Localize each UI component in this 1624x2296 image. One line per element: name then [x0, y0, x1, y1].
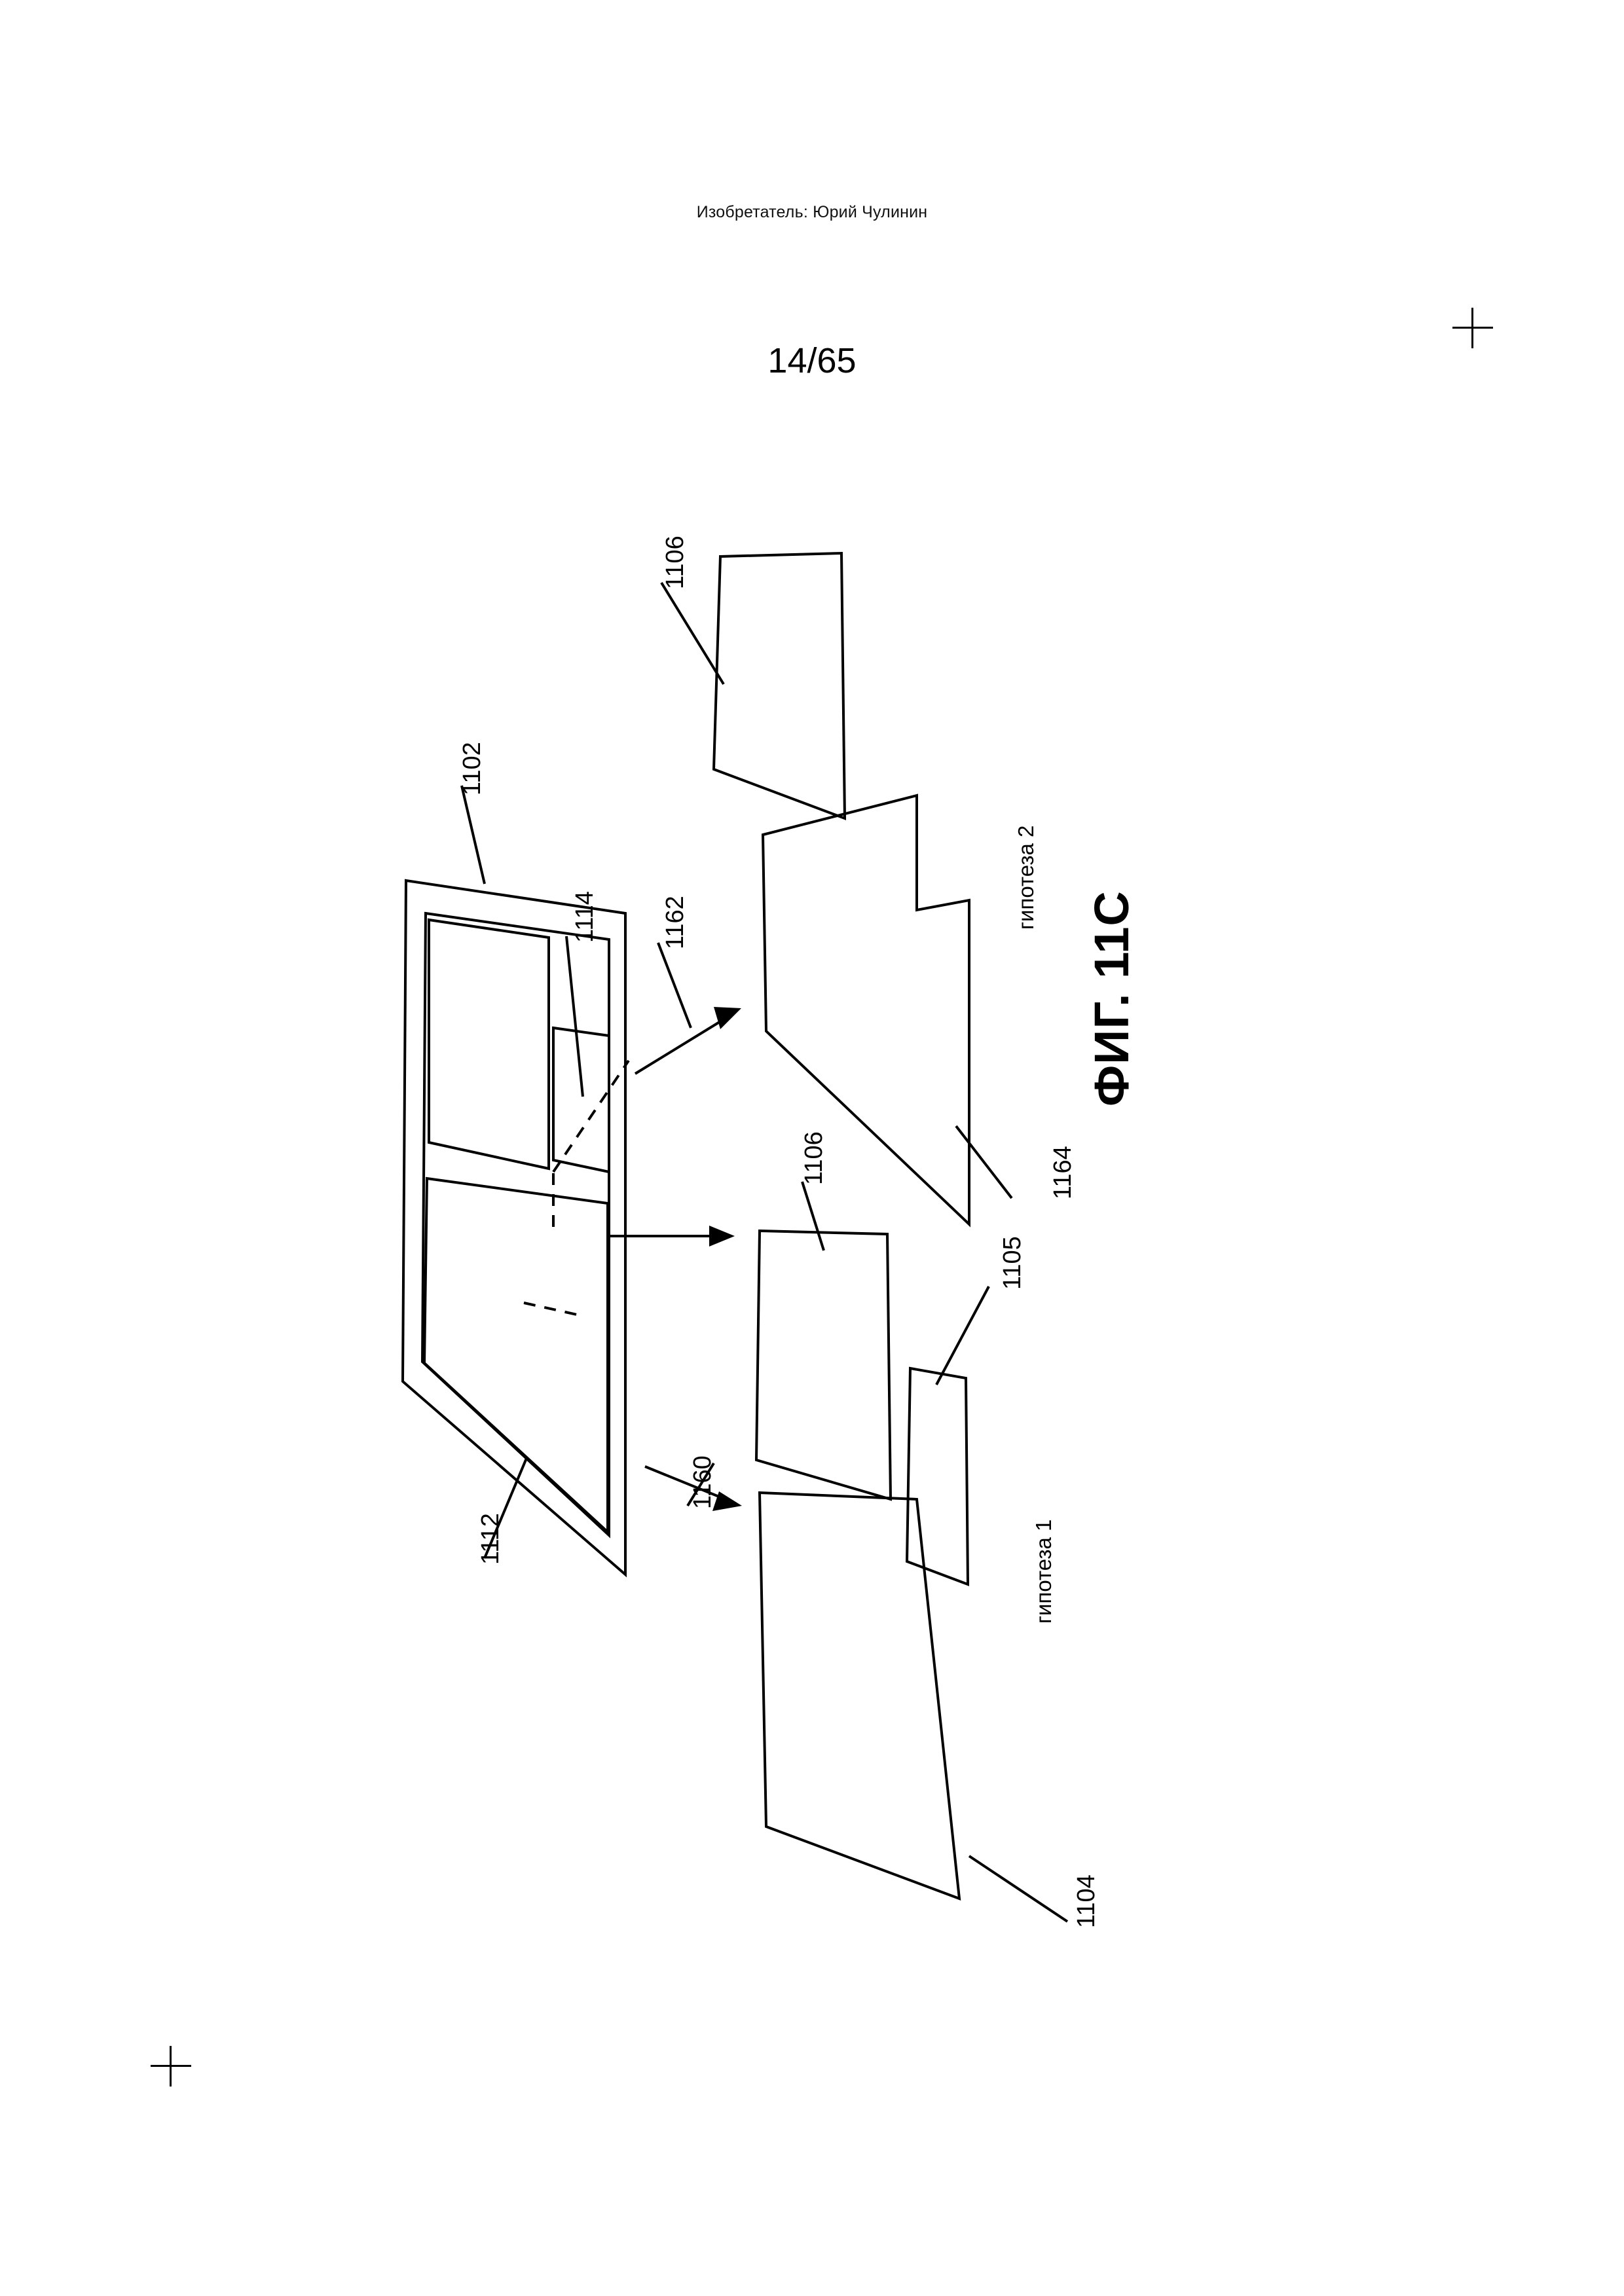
ref-numeral-1105: 1105: [999, 1236, 1026, 1290]
plane-1104-hypothesis-1: [760, 1493, 959, 1899]
leader-1106-top: [661, 583, 724, 684]
document-1102-inner: [422, 913, 609, 1535]
ref-numeral-1162: 1162: [661, 896, 689, 949]
plane-1164-hypothesis-2: [763, 795, 969, 1224]
arrow-head-middle: [709, 1226, 735, 1247]
ref-numeral-1160: 1160: [689, 1455, 716, 1509]
arrow-head-1162: [714, 1007, 741, 1029]
leader-1106-mid: [802, 1182, 824, 1250]
region-upper-left: [429, 920, 549, 1169]
ref-numeral-1114: 1114: [571, 891, 599, 943]
leader-1164: [956, 1126, 1012, 1198]
leader-1162: [658, 943, 691, 1028]
figure-caption: ФИГ. 11C: [1084, 890, 1139, 1106]
leader-1104: [969, 1856, 1067, 1922]
ref-numeral-1112: 1112: [477, 1513, 504, 1565]
leader-1102: [462, 786, 485, 884]
page-number: 14/65: [767, 341, 857, 380]
document-1102-outer: [403, 881, 625, 1575]
leader-1114: [566, 936, 583, 1097]
ref-numeral-1104: 1104: [1073, 1874, 1100, 1928]
leader-1105: [936, 1286, 989, 1385]
annotation-hypothesis-1: гипотеза 1: [1031, 1519, 1056, 1624]
annotation-hypothesis-2: гипотеза 2: [1014, 825, 1038, 930]
ref-numeral-1102: 1102: [458, 742, 486, 795]
plane-1105: [907, 1368, 968, 1584]
ref-numeral-1164: 1164: [1049, 1146, 1077, 1199]
plane-1106-top: [714, 553, 845, 818]
plane-1106-middle: [756, 1231, 891, 1499]
dashed-projection-1: [553, 1061, 629, 1172]
inventor-header: Изобретатель: Юрий Чулинин: [696, 203, 928, 221]
ref-numeral-1106-middle: 1106: [800, 1131, 828, 1185]
dashed-projection-3: [524, 1303, 583, 1316]
ref-numeral-1106-top: 1106: [661, 536, 689, 589]
